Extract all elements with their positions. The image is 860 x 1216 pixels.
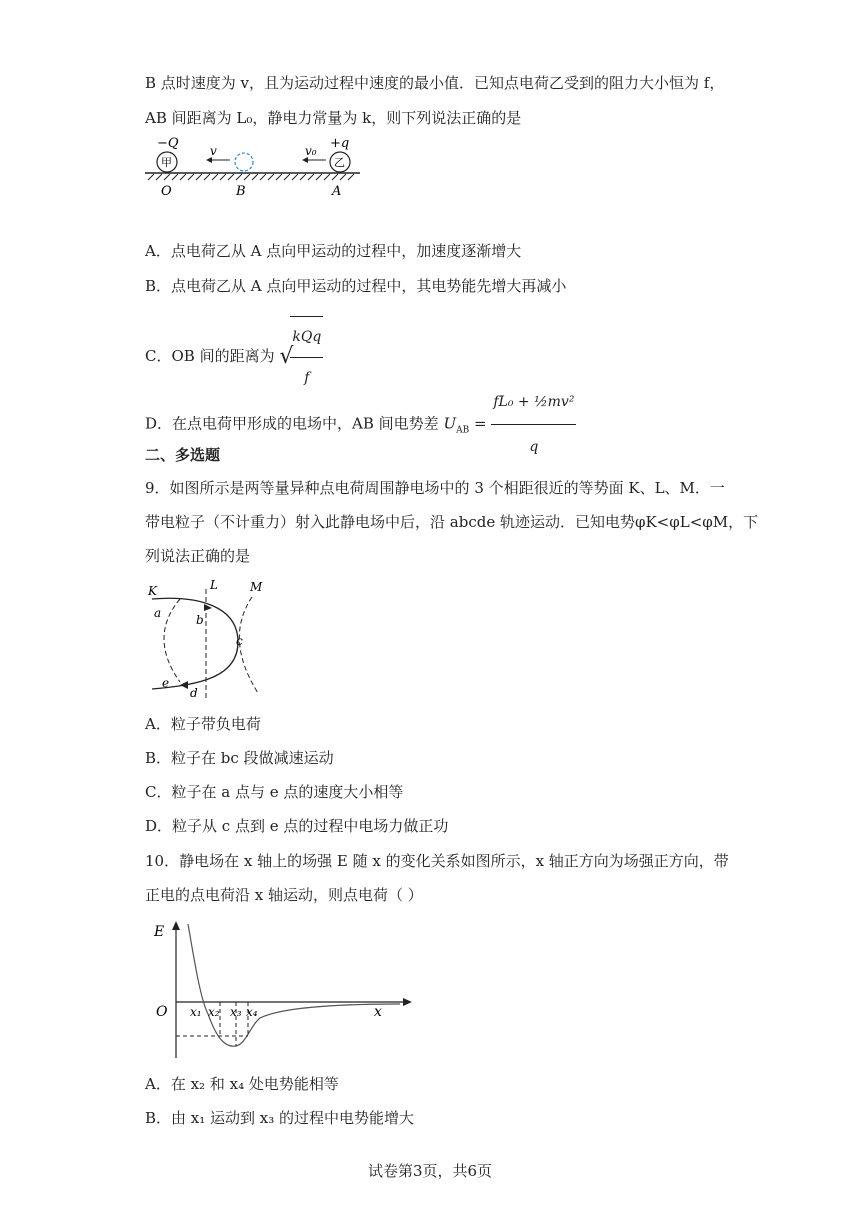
q10-stem-line1: 10．静电场在 x 轴上的场强 E 随 x 的变化关系如图所示，x 轴正方向为场强正方向，带 [145,852,729,870]
q8-option-c: C．OB 间的距离为 √ $\frac{\text{kQq}}{f}$ [145,316,323,398]
point-b-label: b [196,613,204,627]
tick-x2-label: x₂ [208,1005,220,1019]
point-a-label: A [332,184,342,199]
point-c-label: c [236,634,243,648]
q9-stem-line2: 带电粒子（不计重力）射入此静电场中后，沿 abcde 轨迹运动．已知电势φK<φL<φM，下 [145,513,759,531]
q8-option-c-numerator: kQq [290,317,323,358]
point-e-label: e [162,676,170,690]
q9-option-d: D．粒子从 c 点到 e 点的过程中电场力做正功 [145,817,449,835]
charge-yi-name: 乙 [334,156,345,169]
q10-option-b: B．由 x₁ 运动到 x₃ 的过程中电势能增大 [145,1109,415,1127]
q9-stem-line1: 9．如图所示是两等量异种点电荷周围静电场中的 3 个相距很近的等势面 K、L、M．一 [145,479,725,497]
charge-b-dashed-circle [235,153,253,171]
charge-jia-name: 甲 [161,156,172,169]
surface-l-label: L [210,578,218,592]
q8-option-d-denominator: q [529,439,539,455]
section-multi-choice: 二、多选题 [145,446,221,464]
velocity-v-label: v [210,144,217,158]
q10-figure [150,918,420,1063]
q8-option-b: B．点电荷乙从 A 点向甲运动的过程中，其电势能先增大再减小 [145,277,567,295]
point-d-label: d [190,686,198,700]
tick-x3-label: x₃ [230,1005,242,1019]
q9-option-a: A．粒子带负电荷 [145,715,261,733]
q10-stem-line2: 正电的点电荷沿 x 轴运动，则点电荷（ ） [145,886,423,904]
q8-option-d-u: U [443,414,457,433]
q10-option-a: A．在 x₂ 和 x₄ 处电势能相等 [145,1075,339,1093]
q9-option-c: C．粒子在 a 点与 e 点的速度大小相等 [145,783,404,801]
q8-option-d: D．在点电荷甲形成的电场中，AB 间电势差 $U_{AB}$ = $\frac{\text{fL₀ + ½mv²}}{q}$ [145,380,576,469]
q9-figure [140,577,280,702]
q8-figure [140,135,370,200]
q8-option-d-text: D．在点电荷甲形成的电场中，AB 间电势差 [145,414,439,433]
tick-x4-label: x₄ [246,1005,258,1019]
q8-option-d-numerator: fL₀ + ½mv² [491,380,576,425]
q8-stem-line1: B 点时速度为 v，且为运动过程中速度的最小值．已知点电荷乙受到的阻力大小恒为 f， [145,74,725,92]
axis-origin-label: O [156,1004,168,1020]
axis-x-label: x [374,1004,382,1020]
charge-yi-sign: +q [330,136,350,151]
velocity-v0-label: v₀ [305,144,317,158]
q8-option-d-sub: AB [456,425,470,436]
surface-k-label: K [148,584,157,598]
point-a-label: a [154,606,162,620]
q9-stem-line3: 列说法正确的是 [145,547,251,565]
tick-x1-label: x₁ [190,1005,202,1019]
page-footer: 试卷第3页，共6页 [367,1162,493,1180]
axis-e-label: E [154,924,165,940]
q8-stem-line2: AB 间距离为 L₀，静电力常量为 k，则下列说法正确的是 [145,109,522,127]
point-b-label: B [236,184,246,199]
q9-option-b: B．粒子在 bc 段做减速运动 [145,749,334,767]
q8-option-c-text: C．OB 间的距离为 [145,347,275,365]
q8-option-c-denominator: f [304,370,310,386]
point-o-label: O [161,184,172,199]
charge-jia-sign: −Q [157,136,179,151]
q8-option-a: A．点电荷乙从 A 点向甲运动的过程中，加速度逐渐增大 [145,242,522,260]
surface-m-label: M [250,580,263,594]
